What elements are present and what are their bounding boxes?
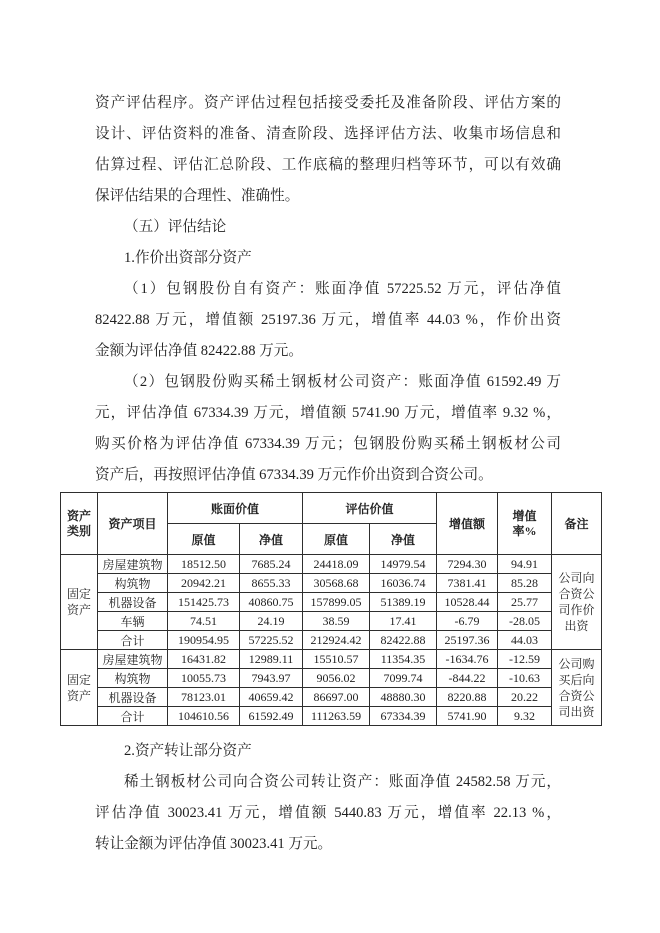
col-header-increment: 增值额 xyxy=(437,493,498,555)
col-header-increment-rate xyxy=(498,493,552,555)
cell-assessed-original-value: 9056.02 xyxy=(303,669,370,688)
cell-increment-rate: 20.22 xyxy=(498,688,552,707)
cell-asset-item: 机器设备 xyxy=(98,688,168,707)
document-text-line: 转让金额为评估净值 30023.41 万元。 xyxy=(95,836,333,852)
document-text-line: 设计、评估资料的准备、清查阶段、选择评估方法、收集市场信息和 xyxy=(95,126,561,142)
cell-assessed-original-value: 24418.09 xyxy=(303,555,370,574)
col-header-remark: 备注 xyxy=(552,493,602,555)
cell-book-original-value: 20942.21 xyxy=(168,574,240,593)
document-text-line: 资产后，再按照评估净值 67334.39 万元作价出资到合资公司。 xyxy=(95,467,493,483)
cell-assessed-original-value: 38.59 xyxy=(303,612,370,631)
remark-label: 公司向合资公司作价出资 xyxy=(558,571,595,633)
cell-asset-item: 房屋建筑物 xyxy=(98,650,168,669)
cell-increment-amount: -844.22 xyxy=(437,669,498,688)
table-row xyxy=(61,593,602,612)
cell-book-net-value: 7943.97 xyxy=(240,669,303,688)
intro-text-block xyxy=(95,0,561,491)
cell-assessed-net-value: 67334.39 xyxy=(370,707,437,726)
cell-increment-rate: 25.77 xyxy=(498,593,552,612)
cell-book-net-value: 57225.52 xyxy=(240,631,303,650)
cell-book-original-value: 78123.01 xyxy=(168,688,240,707)
cell-increment-amount: 25197.36 xyxy=(437,631,498,650)
cell-book-net-value: 7685.24 xyxy=(240,555,303,574)
table-row xyxy=(61,688,602,707)
col-header-increment-rate-label: 增值率% xyxy=(512,508,537,538)
asset-category-label: 固定资产 xyxy=(66,587,91,617)
cell-book-original-value: 190954.95 xyxy=(168,631,240,650)
cell-increment-amount: 5741.90 xyxy=(437,707,498,726)
cell-book-original-value: 74.51 xyxy=(168,612,240,631)
asset-category-label: 固定资产 xyxy=(66,672,91,703)
document-text-line: 估算过程、评估汇总阶段、工作底稿的整理归档等环节，可以有效确 xyxy=(95,157,561,173)
cell-assessed-net-value: 14979.54 xyxy=(370,555,437,574)
col-header-book-net: 净值 xyxy=(240,524,303,555)
cell-assessed-original-value: 30568.68 xyxy=(303,574,370,593)
table-row xyxy=(61,612,602,631)
cell-increment-amount: 7294.30 xyxy=(437,555,498,574)
asset-valuation-table xyxy=(60,492,602,726)
cell-assessed-net-value: 82422.88 xyxy=(370,631,437,650)
document-text-line: 1.作价出资部分资产 xyxy=(124,250,252,266)
cell-asset-item: 车辆 xyxy=(98,612,168,631)
table-row xyxy=(61,650,602,669)
cell-increment-rate: 94.91 xyxy=(498,555,552,574)
document-text-line: 资产评估程序。资产评估过程包括接受委托及准备阶段、评估方案的 xyxy=(95,95,561,111)
remark-label: 公司购买后向合资公司出资 xyxy=(558,656,595,719)
table-row xyxy=(61,707,602,726)
cell-asset-item: 合计 xyxy=(98,707,168,726)
cell-increment-amount: -1634.76 xyxy=(437,650,498,669)
cell-assessed-net-value: 7099.74 xyxy=(370,669,437,688)
cell-asset-item: 房屋建筑物 xyxy=(98,555,168,574)
document-text-line: 购买价格为评估净值 67334.39 万元；包钢股份购买稀土钢板材公司 xyxy=(95,436,561,452)
cell-book-original-value: 16431.82 xyxy=(168,650,240,669)
col-header-asset-item: 资产项目 xyxy=(98,493,168,555)
cell-asset-item: 构筑物 xyxy=(98,669,168,688)
cell-book-net-value: 24.19 xyxy=(240,612,303,631)
cell-book-original-value: 10055.73 xyxy=(168,669,240,688)
col-header-asset-category-label: 资产类别 xyxy=(66,508,91,538)
document-text-line: 金额为评估净值 82422.88 万元。 xyxy=(95,343,303,359)
closing-text-block xyxy=(95,736,561,860)
col-header-assessed-original: 原值 xyxy=(303,524,370,555)
table-row xyxy=(61,574,602,593)
document-text-line: 82422.88 万元，增值额 25197.36 万元，增值率 44.03 %，作价出资 xyxy=(95,312,561,328)
cell-increment-rate: 44.03 xyxy=(498,631,552,650)
cell-increment-amount: 7381.41 xyxy=(437,574,498,593)
cell-increment-amount: 10528.44 xyxy=(437,593,498,612)
col-header-book-original: 原值 xyxy=(168,524,240,555)
cell-asset-category xyxy=(61,650,98,726)
col-header-assessed-net: 净值 xyxy=(370,524,437,555)
table-header-row-1 xyxy=(61,493,602,524)
cell-book-net-value: 40860.75 xyxy=(240,593,303,612)
cell-book-original-value: 18512.50 xyxy=(168,555,240,574)
cell-assessed-net-value: 51389.19 xyxy=(370,593,437,612)
document-text-line: 评估净值 30023.41 万元，增值额 5440.83 万元，增值率 22.13 %， xyxy=(95,805,561,821)
col-header-assessed-value: 评估价值 xyxy=(303,493,437,524)
cell-increment-amount: 8220.88 xyxy=(437,688,498,707)
cell-book-original-value: 151425.73 xyxy=(168,593,240,612)
table-row xyxy=(61,555,602,574)
cell-book-original-value: 104610.56 xyxy=(168,707,240,726)
document-text-line: 元，评估净值 67334.39 万元，增值额 5741.90 万元，增值率 9.32 %， xyxy=(95,405,561,421)
cell-increment-rate: -12.59 xyxy=(498,650,552,669)
cell-asset-item: 构筑物 xyxy=(98,574,168,593)
document-text-line: （2）包钢股份购买稀土钢板材公司资产：账面净值 61592.49 万 xyxy=(124,374,561,390)
document-text-line: 稀土钢板材公司向合资公司转让资产：账面净值 24582.58 万元， xyxy=(124,774,561,790)
cell-increment-rate: -10.63 xyxy=(498,669,552,688)
cell-book-net-value: 61592.49 xyxy=(240,707,303,726)
document-text-line: （1）包钢股份自有资产：账面净值 57225.52 万元，评估净值 xyxy=(124,281,561,297)
cell-assessed-net-value: 17.41 xyxy=(370,612,437,631)
cell-assessed-original-value: 86697.00 xyxy=(303,688,370,707)
document-text-line: 保评估结果的合理性、准确性。 xyxy=(95,188,300,204)
col-header-asset-category xyxy=(61,493,98,555)
cell-increment-rate: 85.28 xyxy=(498,574,552,593)
col-header-book-value: 账面价值 xyxy=(168,493,303,524)
table-row xyxy=(61,669,602,688)
cell-asset-item: 合计 xyxy=(98,631,168,650)
cell-remark xyxy=(552,555,602,650)
cell-assessed-original-value: 157899.05 xyxy=(303,593,370,612)
cell-assessed-net-value: 11354.35 xyxy=(370,650,437,669)
cell-increment-rate: 9.32 xyxy=(498,707,552,726)
cell-assessed-original-value: 212924.42 xyxy=(303,631,370,650)
cell-assessed-net-value: 48880.30 xyxy=(370,688,437,707)
cell-book-net-value: 8655.33 xyxy=(240,574,303,593)
cell-remark xyxy=(552,650,602,726)
cell-increment-rate: -28.05 xyxy=(498,612,552,631)
document-text-line: 2.资产转让部分资产 xyxy=(124,743,252,759)
cell-increment-amount: -6.79 xyxy=(437,612,498,631)
cell-book-net-value: 12989.11 xyxy=(240,650,303,669)
table-row xyxy=(61,631,602,650)
cell-assessed-net-value: 16036.74 xyxy=(370,574,437,593)
cell-asset-category xyxy=(61,555,98,650)
cell-asset-item: 机器设备 xyxy=(98,593,168,612)
cell-book-net-value: 40659.42 xyxy=(240,688,303,707)
cell-assessed-original-value: 15510.57 xyxy=(303,650,370,669)
cell-assessed-original-value: 111263.59 xyxy=(303,707,370,726)
document-text-line: （五）评估结论 xyxy=(124,219,227,235)
